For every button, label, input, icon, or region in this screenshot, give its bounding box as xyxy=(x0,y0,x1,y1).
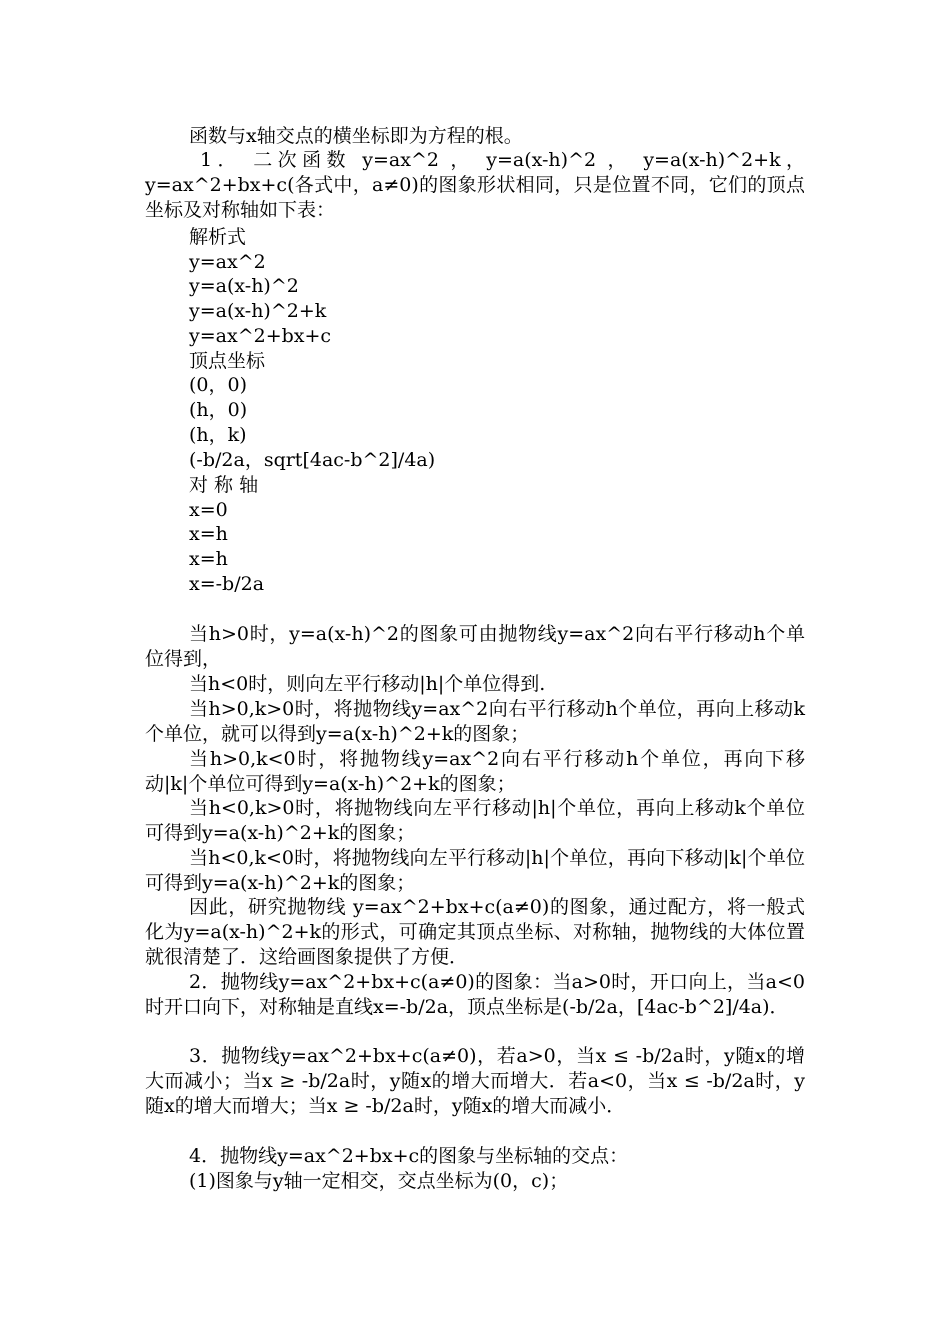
table-cell: (-b/2a，sqrt[4ac-b^2]/4a) xyxy=(189,449,436,471)
table-cell: (h，0) xyxy=(189,399,248,421)
table-cell: y=a(x-h)^2 xyxy=(189,275,299,297)
table-cell: (0，0) xyxy=(189,374,248,396)
table-header-vertex: 顶点坐标 xyxy=(189,350,266,372)
table-cell: x=0 xyxy=(189,499,228,521)
paragraph: 当h>0,k>0时，将抛物线y=ax^2向右平行移动h个单位，再向上移动k个单位，就可以得到y=a(x-h)^2+k的图象； xyxy=(145,698,805,745)
table-cell: (h，k) xyxy=(189,424,247,446)
table-cell: x=h xyxy=(189,523,228,545)
paragraph: 当h>0,k<0时，将抛物线y=ax^2向右平行移动h个单位，再向下移动|k|个单位可得到y=a(x-h)^2+k的图象； xyxy=(145,748,805,795)
table-header-expression: 解析式 xyxy=(189,226,247,248)
paragraph: 当h<0时，则向左平行移动|h|个单位得到. xyxy=(189,673,546,695)
paragraph: 当h<0,k>0时，将抛物线向左平行移动|h|个单位，再向上移动k个单位可得到y=a(x-h)^2+k的图象； xyxy=(145,797,805,844)
table-cell: x=-b/2a xyxy=(189,573,265,595)
paragraph: 2．抛物线y=ax^2+bx+c(a≠0)的图象：当a>0时，开口向上，当a<0时开口向下，对称轴是直线x=-b/2a，顶点坐标是(-b/2a，[4ac-b^2]/4a)． xyxy=(145,971,805,1018)
paragraph: 当h<0,k<0时，将抛物线向左平行移动|h|个单位，再向下移动|k|个单位可得到y=a(x-h)^2+k的图象； xyxy=(145,847,805,894)
intro-line: 函数与x轴交点的横坐标即为方程的根。 xyxy=(189,125,523,147)
paragraph: 3．抛物线y=ax^2+bx+c(a≠0)，若a>0，当x ≤ -b/2a时，y随x的增大而减小；当x ≥ -b/2a时，y随x的增大而增大．若a<0，当x ≤ -b/2a时，y随x的增大而增大；当x ≥ -b/2a时，y随x的增大而减小． xyxy=(145,1045,805,1117)
paragraph: 当h>0时，y=a(x-h)^2的图象可由抛物线y=ax^2向右平行移动h个单位得到， xyxy=(145,623,805,670)
table-cell: y=ax^2 xyxy=(189,251,266,273)
table-cell: y=a(x-h)^2+k xyxy=(189,300,327,322)
paragraph: (1)图象与y轴一定相交，交点坐标为(0，c)； xyxy=(189,1170,569,1192)
table-cell: y=ax^2+bx+c xyxy=(189,325,332,347)
table-cell: x=h xyxy=(189,548,228,570)
item-1-paragraph: 1． 二次函数 y=ax^2 ， y=a(x-h)^2 ， y=a(x-h)^2+k，y=ax^2+bx+c(各式中，a≠0)的图象形状相同，只是位置不同，它们的顶点坐标及对称轴如下表： xyxy=(145,149,805,221)
paragraph: 因此，研究抛物线 y=ax^2+bx+c(a≠0)的图象，通过配方，将一般式化为y=a(x-h)^2+k的形式，可确定其顶点坐标、对称轴，抛物线的大体位置就很清楚了．这给画图象提供了方便． xyxy=(145,896,805,968)
table-header-axis: 对 称 轴 xyxy=(189,474,259,496)
paragraph: 4．抛物线y=ax^2+bx+c的图象与坐标轴的交点： xyxy=(189,1145,629,1167)
